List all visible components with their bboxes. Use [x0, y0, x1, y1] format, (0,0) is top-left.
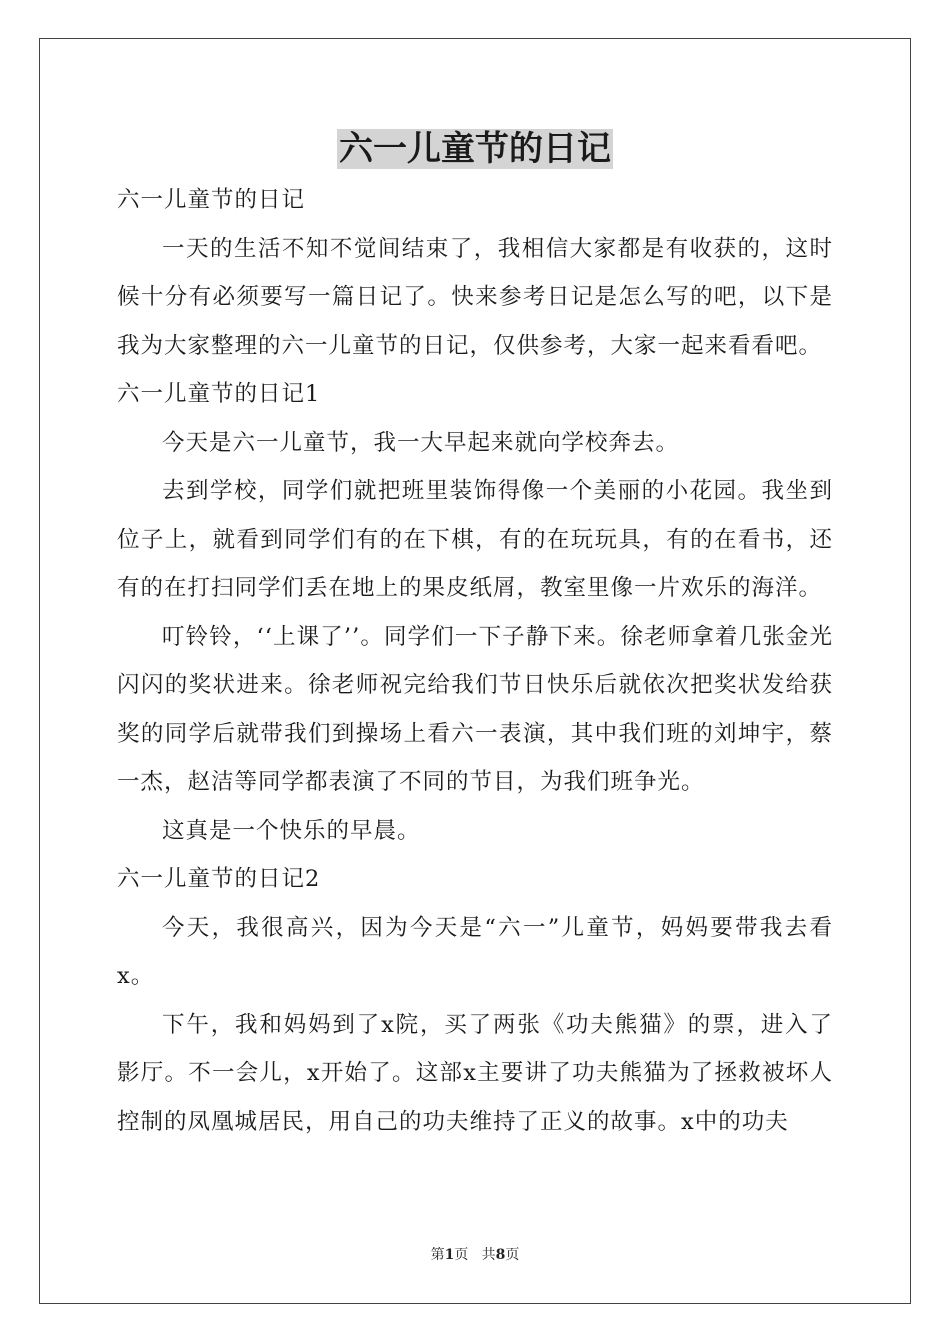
paragraph: 这真是一个快乐的早晨。 — [162, 817, 421, 844]
current-page-number: 1 — [444, 1247, 455, 1263]
paragraph-heading: 六一儿童节的日记 — [117, 187, 306, 213]
paragraph-heading: 六一儿童节的日记1 — [117, 381, 321, 407]
page-label: 页 — [454, 1247, 469, 1263]
paragraph: 去到学校，同学们就把班里装饰得像一个美丽的小花园。我坐到位子上，就看到同学们有的在下棋，有的在玩玩具，有的在看书，还有的在打扫同学们丢在地上的果皮纸屑，教室里像一片欢乐的海洋。 — [117, 478, 833, 601]
total-prefix: 共 — [481, 1247, 496, 1263]
document-title-text: 六一儿童节的日记 — [339, 129, 611, 169]
document-title — [0, 126, 950, 172]
paragraph: 今天是六一儿童节，我一大早起来就向学校奔去。 — [162, 429, 680, 456]
paragraph: 今天，我很高兴，因为今天是“六一”儿童节，妈妈要带我去看x。 — [117, 914, 833, 989]
paragraph-heading: 六一儿童节的日记2 — [117, 866, 321, 892]
total-label: 页 — [505, 1247, 520, 1263]
total-pages-number: 8 — [495, 1247, 506, 1263]
paragraph: 下午，我和妈妈到了x院，买了两张《功夫熊猫》的票，进入了影厅。不一会儿，x开始了。这部x主要讲了功夫熊猫为了拯救被坏人控制的凤凰城居民，用自己的功夫维持了正义的故事。x中的功夫 — [117, 1011, 833, 1135]
page-footer — [0, 1246, 950, 1264]
page-prefix: 第 — [430, 1247, 445, 1263]
document-body — [117, 176, 833, 1146]
paragraph: 叮铃铃，‘‘上课了’’。同学们一下子静下来。徐老师拿着几张金光闪闪的奖状进来。徐老师祝完给我们节日快乐后就依次把奖状发给获奖的同学后就带我们到操场上看六一表演，其中我们班的刘坤宇，蔡一杰，赵洁等同学都表演了不同的节目，为我们班争光。 — [117, 623, 833, 795]
paragraph: 一天的生活不知不觉间结束了，我相信大家都是有收获的，这时候十分有必须要写一篇日记了。快来参考日记是怎么写的吧，以下是我为大家整理的六一儿童节的日记，仅供参考，大家一起来看看吧。 — [117, 235, 833, 359]
